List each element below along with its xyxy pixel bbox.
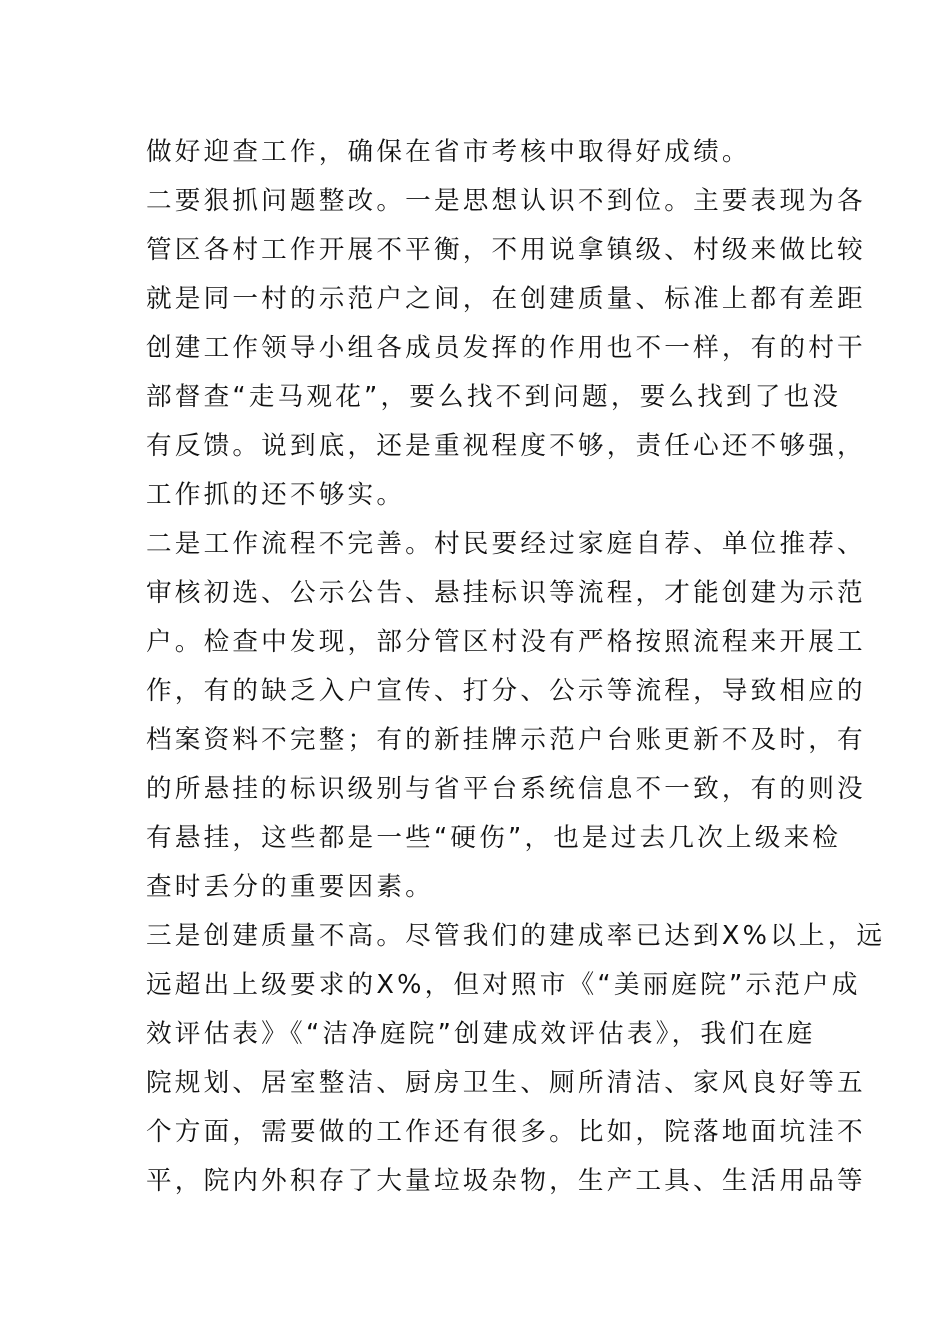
text-line-14: 的所悬挂的标识级别与省平台系统信息不一致，有的则没 bbox=[146, 774, 866, 804]
text-line-5: 创建工作领导小组各成员发挥的作用也不一样，有的村干 bbox=[146, 333, 866, 363]
text-line-9: 二是工作流程不完善。村民要经过家庭自荐、单位推荐、 bbox=[146, 529, 866, 559]
text-line-20: 院规划、居室整洁、厨房卫生、厕所清洁、家风良好等五 bbox=[146, 1068, 866, 1098]
text-line-3: 管区各村工作开展不平衡，不用说拿镇级、村级来做比较 bbox=[146, 235, 866, 265]
text-line-10: 审核初选、公示公告、悬挂标识等流程，才能创建为示范 bbox=[146, 578, 866, 608]
text-line-12: 作，有的缺乏入户宣传、打分、公示等流程，导致相应的 bbox=[146, 676, 866, 706]
text-line-11: 户。检查中发现，部分管区村没有严格按照流程来开展工 bbox=[146, 627, 866, 657]
text-line-15: 有悬挂，这些都是一些“硬伤”，也是过去几次上级来检 bbox=[146, 823, 842, 853]
text-line-18: 远超出上级要求的X%，但对照市《“美丽庭院”示范户成 bbox=[146, 970, 861, 1000]
text-line-13: 档案资料不完整；有的新挂牌示范户台账更新不及时，有 bbox=[146, 725, 866, 755]
body-text bbox=[146, 128, 886, 1206]
text-line-8: 工作抓的还不够实。 bbox=[146, 480, 406, 510]
text-line-19: 效评估表》《“洁净庭院”创建成效评估表》，我们在庭 bbox=[146, 1019, 816, 1049]
text-line-7: 有反馈。说到底，还是重视程度不够，责任心还不够强， bbox=[146, 431, 866, 461]
text-line-1: 做好迎查工作，确保在省市考核中取得好成绩。 bbox=[146, 137, 751, 167]
text-line-21: 个方面，需要做的工作还有很多。比如，院落地面坑洼不 bbox=[146, 1117, 866, 1147]
text-line-22: 平，院内外积存了大量垃圾杂物，生产工具、生活用品等 bbox=[146, 1166, 866, 1196]
text-line-2: 二要狠抓问题整改。一是思想认识不到位。主要表现为各 bbox=[146, 186, 866, 216]
text-line-17: 三是创建质量不高。尽管我们的建成率已达到X%以上，远 bbox=[146, 921, 886, 951]
text-line-6: 部督查“走马观花”，要么找不到问题，要么找到了也没 bbox=[146, 382, 842, 412]
text-line-16: 查时丢分的重要因素。 bbox=[146, 872, 434, 902]
text-line-4: 就是同一村的示范户之间，在创建质量、标准上都有差距 bbox=[146, 284, 866, 314]
